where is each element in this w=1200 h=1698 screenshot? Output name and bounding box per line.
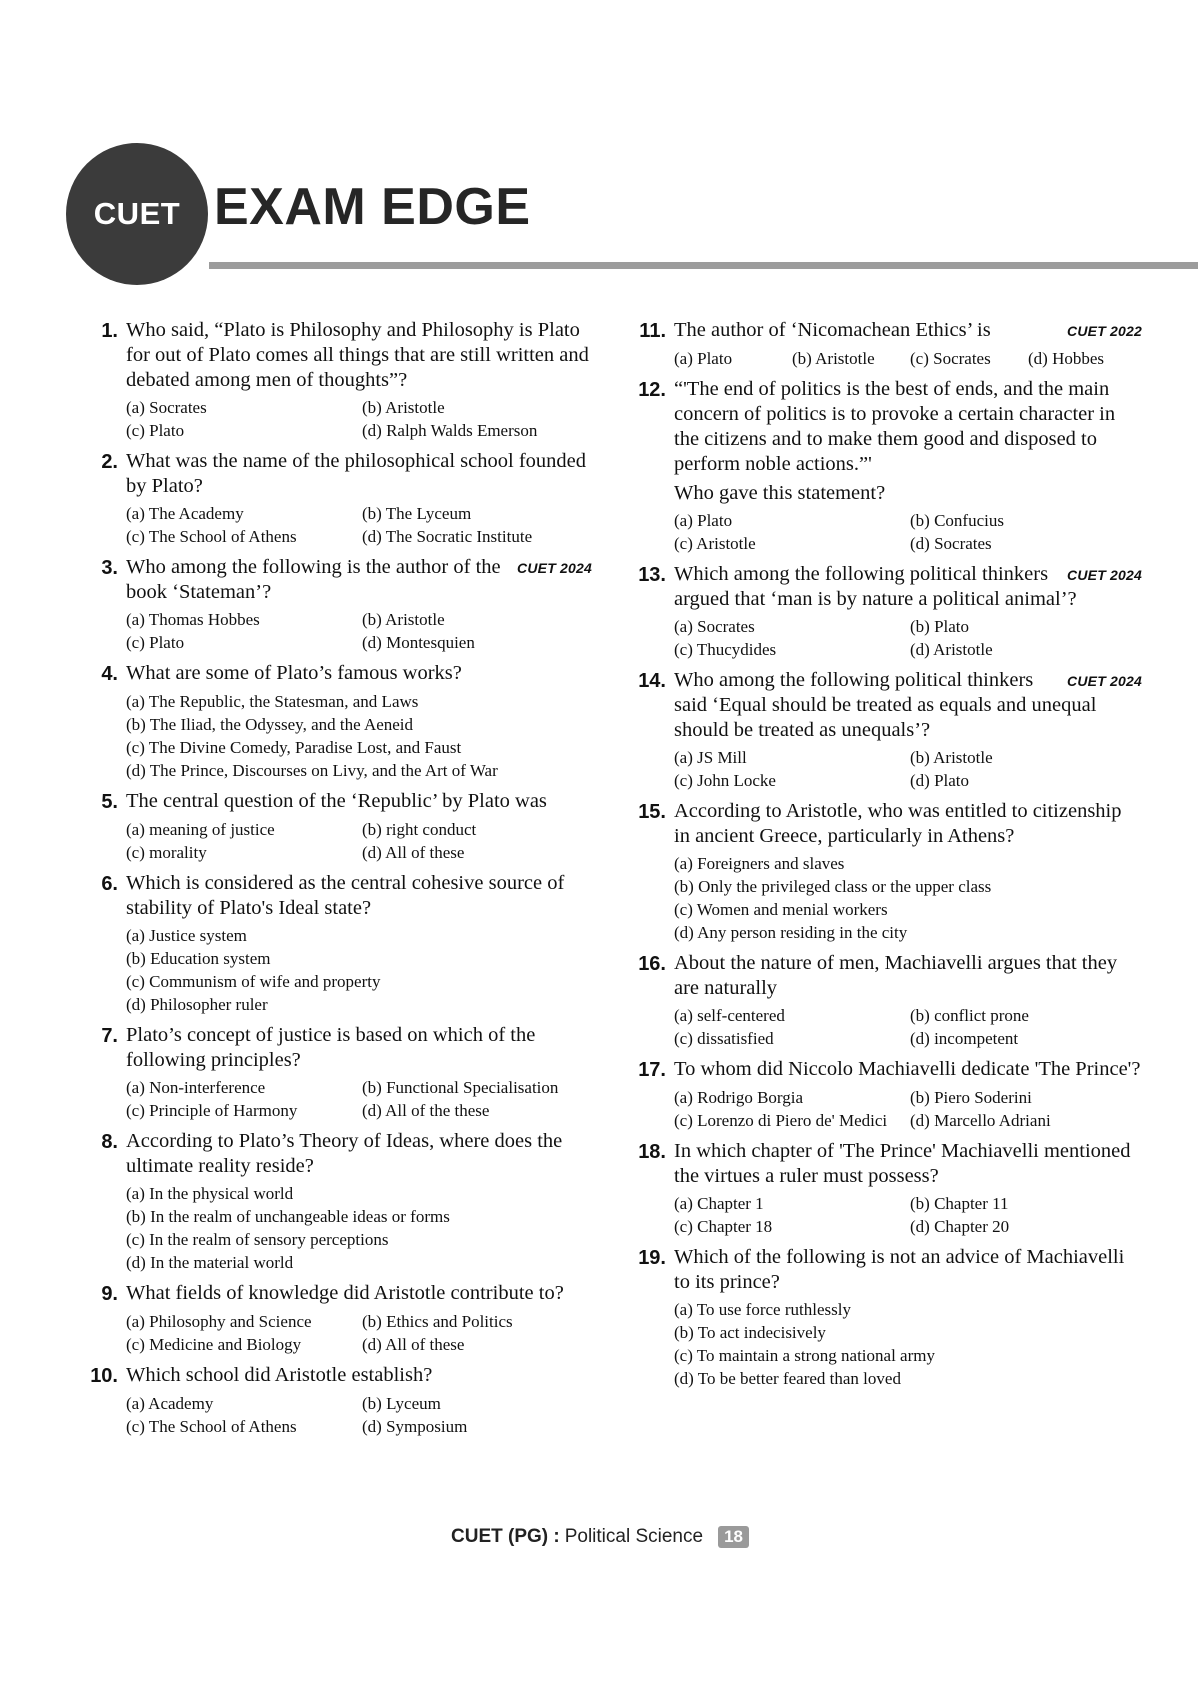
option-b: (b) Functional Specialisation xyxy=(362,1078,559,1097)
right-column xyxy=(628,318,1142,1397)
question-head xyxy=(628,951,1142,1001)
options-list xyxy=(674,1192,1142,1238)
question-head xyxy=(80,661,592,687)
question-item xyxy=(628,668,1142,792)
question-number: 5. xyxy=(101,791,118,813)
question-body: Which of the following is not an advice of Machiavelli to its prince? xyxy=(674,1246,1125,1293)
option-c: (c) Medicine and Biology xyxy=(126,1335,302,1354)
option-a: (a) Chapter 1 xyxy=(674,1194,764,1213)
options-list xyxy=(126,1076,592,1122)
question-head xyxy=(80,449,592,499)
options-list xyxy=(126,818,592,864)
option-b: (b) Chapter 11 xyxy=(910,1194,1009,1213)
option-b: (b) Aristotle xyxy=(792,349,875,368)
question-text xyxy=(674,799,1142,849)
question-number: 10. xyxy=(90,1365,118,1387)
question-number: 6. xyxy=(101,873,118,895)
question-number: 4. xyxy=(101,663,118,685)
question-text xyxy=(674,1245,1142,1295)
question-head xyxy=(80,789,592,815)
question-head xyxy=(628,1245,1142,1295)
options-list xyxy=(126,502,592,548)
question-body: About the nature of men, Machiavelli argues that they are naturally xyxy=(674,952,1118,999)
option-d: (d) The Prince, Discourses on Livy, and the Art of War xyxy=(126,761,498,780)
option-c: (c) Socrates xyxy=(910,349,991,368)
option-d: (d) Montesquien xyxy=(362,633,475,652)
question-head xyxy=(628,799,1142,849)
question-body: According to Aristotle, who was entitled to citizenship in ancient Greece, particularly in Athens? xyxy=(674,800,1122,847)
options-list xyxy=(126,924,592,1016)
question-item xyxy=(628,318,1142,370)
question-number: 12. xyxy=(638,379,666,401)
option-c: (c) Plato xyxy=(126,633,185,652)
question-subtext: Who gave this statement? xyxy=(674,482,886,504)
option-c: (c) Thucydides xyxy=(674,640,777,659)
question-head xyxy=(80,1129,592,1179)
question-text xyxy=(674,377,1142,477)
option-b: (b) The Lyceum xyxy=(362,504,472,523)
question-number: 14. xyxy=(638,670,666,692)
question-body: The central question of the ‘Republic’ by Plato was xyxy=(126,790,547,812)
question-number: 9. xyxy=(101,1283,118,1305)
option-d: (d) All of these xyxy=(362,843,465,862)
option-a: (a) The Academy xyxy=(126,504,244,523)
options-list xyxy=(674,347,1142,370)
option-d: (d) To be better feared than loved xyxy=(674,1369,901,1388)
option-a: (a) Justice system xyxy=(126,926,247,945)
option-b: (b) The Iliad, the Odyssey, and the Aeneid xyxy=(126,715,414,734)
question-text xyxy=(126,1023,592,1073)
question-text xyxy=(126,1363,592,1388)
question-head xyxy=(80,1023,592,1073)
option-b: (b) conflict prone xyxy=(910,1006,1029,1025)
question-text xyxy=(126,871,592,921)
option-a: (a) self-centered xyxy=(674,1006,785,1025)
question-head xyxy=(628,668,1142,743)
option-b: (b) In the realm of unchangeable ideas or forms xyxy=(126,1207,450,1226)
option-b: (b) Aristotle xyxy=(362,398,445,417)
question-head xyxy=(80,871,592,921)
option-d: (d) Symposium xyxy=(362,1417,468,1436)
question-head xyxy=(80,318,592,393)
question-item xyxy=(628,1245,1142,1390)
option-d: (d) The Socratic Institute xyxy=(362,527,533,546)
question-number: 18. xyxy=(638,1141,666,1163)
option-a: (a) meaning of justice xyxy=(126,820,275,839)
question-number: 17. xyxy=(638,1059,666,1081)
option-b: (b) Confucius xyxy=(910,511,1004,530)
option-d: (d) Marcello Adriani xyxy=(910,1111,1051,1130)
option-d: (d) Any person residing in the city xyxy=(674,923,908,942)
option-d: (d) All of these xyxy=(362,1335,465,1354)
question-head xyxy=(80,1281,592,1307)
option-a: (a) JS Mill xyxy=(674,748,747,767)
question-body: What are some of Plato’s famous works? xyxy=(126,662,462,684)
option-c: (c) dissatisfied xyxy=(674,1029,774,1048)
question-head xyxy=(628,318,1142,344)
question-number: 7. xyxy=(101,1025,118,1047)
options-list xyxy=(674,509,1142,555)
option-b: (b) Lyceum xyxy=(362,1394,441,1413)
question-item xyxy=(80,1363,592,1438)
question-body: Which is considered as the central cohesive source of stability of Plato's Ideal state? xyxy=(126,872,565,919)
question-body: “'The end of politics is the best of ends, and the main concern of politics is to provoke a certain character in the citizens and to make them good and disposed to perform noble actions.”' xyxy=(674,378,1116,475)
question-body: In which chapter of 'The Prince' Machiavelli mentioned the virtues a ruler must possess? xyxy=(674,1140,1131,1187)
footer-book: CUET (PG) : xyxy=(451,1526,560,1547)
option-b: (b) Education system xyxy=(126,949,271,968)
question-text xyxy=(674,1139,1142,1189)
options-list xyxy=(674,1298,1142,1390)
options-list xyxy=(126,396,592,442)
option-b: (b) Aristotle xyxy=(910,748,993,767)
option-c: (c) Lorenzo di Piero de' Medici xyxy=(674,1111,888,1130)
question-text xyxy=(674,1057,1142,1082)
exam-year-tag: CUET 2024 xyxy=(1067,673,1142,689)
option-c: (c) morality xyxy=(126,843,207,862)
question-text xyxy=(674,318,1142,343)
options-list xyxy=(126,1310,592,1356)
question-body: To whom did Niccolo Machiavelli dedicate 'The Prince'? xyxy=(674,1058,1141,1080)
question-text xyxy=(126,555,592,605)
question-item xyxy=(628,562,1142,661)
option-d: (d) Chapter 20 xyxy=(910,1217,1010,1236)
option-c: (c) Women and menial workers xyxy=(674,900,888,919)
question-text xyxy=(126,449,592,499)
question-body: What fields of knowledge did Aristotle contribute to? xyxy=(126,1282,564,1304)
question-text xyxy=(126,661,592,686)
question-head xyxy=(80,555,592,605)
question-text xyxy=(674,951,1142,1001)
footer-subject: Political Science xyxy=(564,1526,704,1547)
question-item xyxy=(80,1281,592,1356)
question-item xyxy=(80,1129,592,1274)
question-item xyxy=(80,789,592,864)
question-body: The author of ‘Nicomachean Ethics’ is xyxy=(674,319,991,341)
question-number: 15. xyxy=(638,801,666,823)
option-a: (a) Philosophy and Science xyxy=(126,1312,312,1331)
header-rule xyxy=(209,262,1198,269)
option-d: (d) Plato xyxy=(910,771,970,790)
question-item xyxy=(628,951,1142,1050)
question-item xyxy=(628,1057,1142,1132)
exam-year-tag: CUET 2022 xyxy=(1067,323,1142,339)
option-a: (a) Academy xyxy=(126,1394,214,1413)
question-head xyxy=(628,1057,1142,1083)
options-list xyxy=(674,1004,1142,1050)
question-text xyxy=(674,562,1142,612)
exam-year-tag: CUET 2024 xyxy=(1067,567,1142,583)
option-c: (c) The School of Athens xyxy=(126,527,297,546)
question-item xyxy=(80,1023,592,1122)
options-list xyxy=(126,1392,592,1438)
option-d: (d) Philosopher ruler xyxy=(126,995,268,1014)
option-c: (c) John Locke xyxy=(674,771,776,790)
question-number: 2. xyxy=(101,451,118,473)
option-b: (b) Plato xyxy=(910,617,970,636)
option-c: (c) To maintain a strong national army xyxy=(674,1346,935,1365)
question-item xyxy=(628,1139,1142,1238)
options-list xyxy=(674,746,1142,792)
question-item xyxy=(628,377,1142,555)
question-body: Plato’s concept of justice is based on which of the following principles? xyxy=(126,1024,536,1071)
page-footer xyxy=(0,1526,1200,1548)
question-item xyxy=(80,555,592,654)
question-text xyxy=(674,668,1142,743)
option-d: (d) Aristotle xyxy=(910,640,993,659)
option-d: (d) Hobbes xyxy=(1028,349,1105,368)
question-body: According to Plato’s Theory of Ideas, where does the ultimate reality reside? xyxy=(126,1130,563,1177)
question-text xyxy=(126,789,592,814)
option-d: (d) Socrates xyxy=(910,534,992,553)
option-b: (b) right conduct xyxy=(362,820,477,839)
option-a: (a) The Republic, the Statesman, and Laws xyxy=(126,692,419,711)
question-head xyxy=(628,377,1142,477)
question-text xyxy=(126,1129,592,1179)
option-b: (b) Aristotle xyxy=(362,610,445,629)
option-c: (c) The School of Athens xyxy=(126,1417,297,1436)
options-list xyxy=(126,690,592,782)
option-d: (d) In the material world xyxy=(126,1253,294,1272)
exam-year-tag: CUET 2024 xyxy=(517,560,592,576)
options-list xyxy=(674,1086,1142,1132)
options-list xyxy=(126,608,592,654)
question-item xyxy=(80,318,592,442)
option-c: (c) In the realm of sensory perceptions xyxy=(126,1230,389,1249)
question-item xyxy=(628,799,1142,944)
option-a: (a) In the physical world xyxy=(126,1184,294,1203)
option-c: (c) Principle of Harmony xyxy=(126,1101,298,1120)
question-number: 19. xyxy=(638,1247,666,1269)
cuet-badge: CUET xyxy=(66,143,208,285)
left-column xyxy=(80,318,592,1445)
section-title: EXAM EDGE xyxy=(214,178,531,236)
option-d: (d) Ralph Walds Emerson xyxy=(362,421,538,440)
option-c: (c) The Divine Comedy, Paradise Lost, and Faust xyxy=(126,738,462,757)
option-d: (d) All of the these xyxy=(362,1101,490,1120)
option-a: (a) To use force ruthlessly xyxy=(674,1300,851,1319)
question-item xyxy=(80,449,592,548)
option-a: (a) Plato xyxy=(674,511,733,530)
option-b: (b) Only the privileged class or the upper class xyxy=(674,877,992,896)
options-list xyxy=(674,615,1142,661)
question-number: 3. xyxy=(101,557,118,579)
option-a: (a) Non-interference xyxy=(126,1078,266,1097)
option-d: (d) incompetent xyxy=(910,1029,1019,1048)
question-number: 1. xyxy=(101,320,118,342)
section-header xyxy=(66,143,1136,283)
question-body: Who said, “Plato is Philosophy and Philosophy is Plato for out of Plato comes all things that are still written and debated among men of thoughts”? xyxy=(126,319,589,391)
question-text xyxy=(126,318,592,393)
question-number: 8. xyxy=(101,1131,118,1153)
option-c: (c) Communism of wife and property xyxy=(126,972,381,991)
option-a: (a) Rodrigo Borgia xyxy=(674,1088,804,1107)
question-number: 11. xyxy=(639,320,666,342)
option-b: (b) To act indecisively xyxy=(674,1323,826,1342)
question-item xyxy=(80,871,592,1016)
option-a: (a) Socrates xyxy=(674,617,755,636)
option-c: (c) Plato xyxy=(126,421,185,440)
question-head xyxy=(628,1139,1142,1189)
question-number: 13. xyxy=(638,564,666,586)
option-b: (b) Piero Soderini xyxy=(910,1088,1032,1107)
option-c: (c) Aristotle xyxy=(674,534,756,553)
option-a: (a) Thomas Hobbes xyxy=(126,610,260,629)
question-body: Who among the following is the author of the book ‘Stateman’? xyxy=(126,556,501,603)
option-a: (a) Foreigners and slaves xyxy=(674,854,845,873)
option-c: (c) Chapter 18 xyxy=(674,1217,773,1236)
question-head xyxy=(80,1363,592,1389)
option-b: (b) Ethics and Politics xyxy=(362,1312,513,1331)
question-head xyxy=(628,562,1142,612)
question-text xyxy=(126,1281,592,1306)
option-a: (a) Socrates xyxy=(126,398,207,417)
question-number: 16. xyxy=(638,953,666,975)
question-body: Who among the following political thinkers said ‘Equal should be treated as equals and unequal should be treated as unequals’? xyxy=(674,669,1097,741)
question-body: What was the name of the philosophical school founded by Plato? xyxy=(126,450,586,497)
options-list xyxy=(674,852,1142,944)
option-a: (a) Plato xyxy=(674,349,733,368)
page-number: 18 xyxy=(718,1526,749,1548)
question-body: Which school did Aristotle establish? xyxy=(126,1364,433,1386)
question-item xyxy=(80,661,592,782)
question-body: Which among the following political thinkers argued that ‘man is by nature a political animal’? xyxy=(674,563,1077,610)
options-list xyxy=(126,1182,592,1274)
